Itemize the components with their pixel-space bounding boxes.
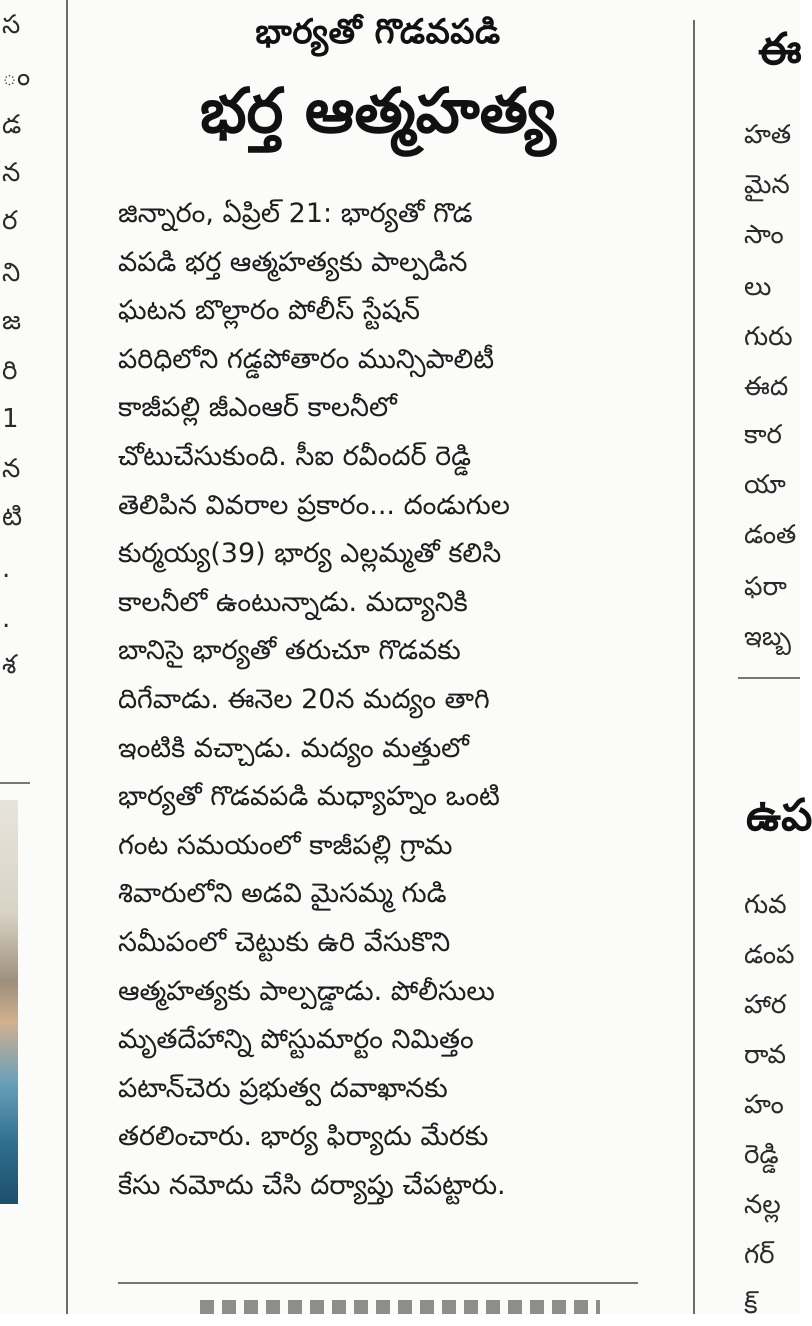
article-line: తరలించారు. భార్య ఫిర్యాదు మేరకు bbox=[118, 1121, 489, 1153]
right-column-divider bbox=[738, 677, 800, 679]
left-fragment: స bbox=[2, 10, 21, 40]
article-line: కాజీపల్లి జీఎంఆర్ కాలనీలో bbox=[118, 392, 397, 424]
article-line: పరిధిలోని గడ్డపోతారం మున్సిపాలిటీ bbox=[118, 343, 495, 375]
article-kicker: భార్యతో గొడవపడి bbox=[255, 12, 501, 52]
column-divider-right bbox=[693, 20, 695, 1314]
article-line: శివారులోని అడవి మైసమ్మ గుడి bbox=[118, 878, 447, 910]
left-fragment: శ bbox=[2, 650, 17, 680]
right-fragment: రెడ్డి bbox=[744, 1140, 779, 1170]
left-fragment: ం bbox=[2, 62, 31, 92]
right-fragment: మైన bbox=[744, 170, 790, 200]
right-fragment: గురు bbox=[744, 322, 793, 352]
article-line: ఇంటికి వచ్చాడు. మద్యం మత్తులో bbox=[118, 732, 469, 764]
left-fragment: 1 bbox=[2, 404, 19, 434]
left-fragment: న bbox=[2, 454, 21, 484]
right-fragment: యా bbox=[744, 470, 786, 500]
right-fragment: క్ bbox=[744, 1290, 758, 1320]
right-fragment: రావ bbox=[744, 1040, 787, 1070]
right-heading-bottom: ఉప bbox=[746, 790, 812, 841]
right-fragment: గర్ bbox=[744, 1240, 775, 1270]
article-line: పటాన్‌చెరు ప్రభుత్వ దవాఖానకు bbox=[118, 1072, 448, 1104]
right-fragment: హం bbox=[744, 1090, 784, 1120]
article-line: చోటుచేసుకుంది. సీఐ రవీందర్ రెడ్డి bbox=[118, 440, 472, 472]
left-photo-fragment bbox=[0, 800, 18, 1204]
right-fragment: నల్ల bbox=[744, 1190, 781, 1220]
article-line: ఆత్మహత్యకు పాల్పడ్డాడు. పోలీసులు bbox=[118, 975, 495, 1007]
article-line: సమీపంలో చెట్టుకు ఉరి వేసుకొని bbox=[118, 926, 451, 958]
left-column-divider bbox=[0, 782, 30, 784]
article-line: తెలిపిన వివరాల ప్రకారం... దండుగుల bbox=[118, 489, 510, 521]
left-fragment: రి bbox=[2, 356, 18, 386]
left-fragment: ర bbox=[2, 206, 18, 236]
left-fragment: టి bbox=[2, 502, 23, 532]
right-fragment: డంప bbox=[744, 940, 795, 970]
article-line: దిగేవాడు. ఈనెల 20న మద్యం తాగి bbox=[118, 683, 490, 715]
column-divider-left bbox=[66, 0, 68, 1314]
right-fragment: హార bbox=[744, 990, 787, 1020]
right-fragment: కార bbox=[744, 420, 782, 450]
left-fragment: జ bbox=[2, 306, 22, 336]
right-fragment: ఫరా bbox=[744, 572, 787, 602]
right-fragment: హత bbox=[744, 120, 792, 150]
article-line: జిన్నారం, ఏప్రిల్ 21: భార్యతో గొడ bbox=[118, 198, 473, 229]
right-fragment: డంత bbox=[744, 520, 797, 550]
left-fragment: . bbox=[2, 604, 11, 634]
article-line: గంట సమయంలో కాజీపల్లి గ్రామ bbox=[118, 829, 453, 861]
article-line: కేసు నమోదు చేసి దర్యాప్తు చేపట్టారు. bbox=[118, 1169, 506, 1201]
article-line: వపడి భర్త ఆత్మహత్యకు పాల్పడిన bbox=[118, 246, 468, 278]
right-fragment: సాం bbox=[744, 220, 784, 250]
article-line: మృతదేహాన్ని పోస్టుమార్టం నిమిత్తం bbox=[118, 1024, 474, 1056]
right-fragment: ఇబ్బ bbox=[744, 622, 792, 652]
left-fragment: న bbox=[2, 158, 21, 188]
article-line: కుర్మయ్య(39) భార్య ఎల్లమ్మతో కలిసి bbox=[118, 538, 502, 570]
right-fragment: లు bbox=[744, 272, 772, 302]
left-fragment: . bbox=[2, 554, 11, 584]
article-line: ఘటన బొల్లారం పోలీస్ స్టేషన్ bbox=[118, 295, 420, 327]
right-heading-top: ఈ bbox=[758, 24, 802, 75]
right-fragment: ఈద bbox=[744, 372, 789, 402]
article-line: భార్యతో గొడవపడి మధ్యాహ్నం ఒంటి bbox=[118, 781, 500, 813]
right-column-fragment bbox=[738, 0, 812, 1320]
article-headline: భర్త ఆత్మహత్య bbox=[200, 74, 556, 147]
next-article-fragment bbox=[200, 1300, 600, 1314]
right-fragment: గువ bbox=[744, 890, 787, 920]
article-body bbox=[118, 190, 638, 1210]
article-line: కాలనీలో ఉంటున్నాడు. మద్యానికి bbox=[118, 586, 468, 618]
article-bottom-divider bbox=[118, 1282, 638, 1284]
left-fragment: డ bbox=[2, 110, 22, 140]
left-fragment: ని bbox=[2, 258, 21, 288]
article-line: బానిసై భార్యతో తరుచూ గొడవకు bbox=[118, 635, 461, 667]
